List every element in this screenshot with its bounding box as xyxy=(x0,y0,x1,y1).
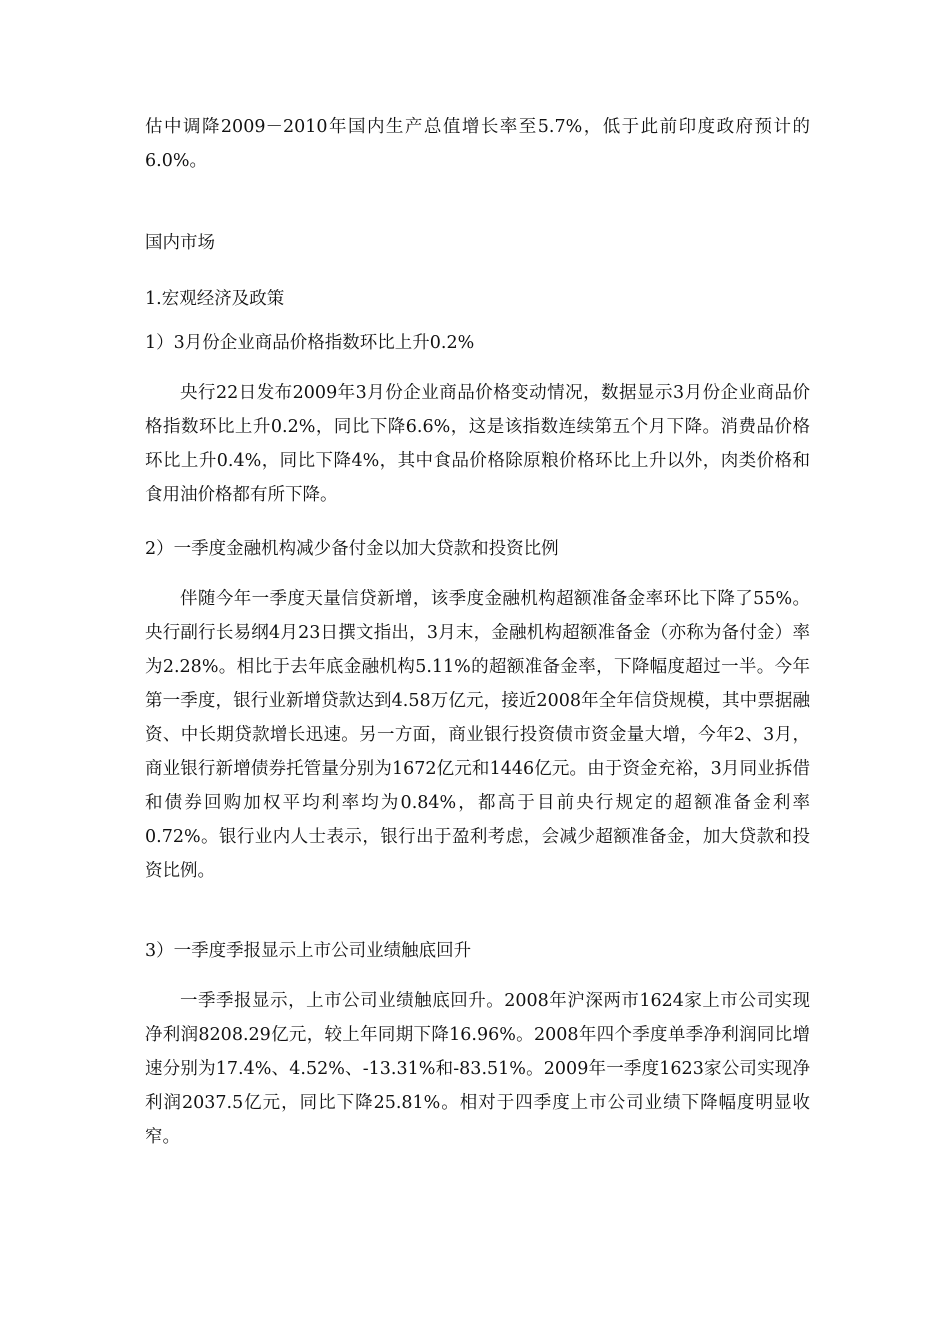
section-title: 国内市场 xyxy=(145,233,215,253)
item-1-body: 央行22日发布2009年3月份企业商品价格变动情况，数据显示3月份企业商品价格指数环比上升0.2%，同比下降6.6%，这是该指数连续第五个月下降。消费品价格环比上升0.4%，同比下降4%，其中食品价格除原粮价格环比上升以外，肉类价格和食用油价格都有所下降。 xyxy=(145,383,810,505)
item-1-heading: 1）3月份企业商品价格指数环比上升0.2% xyxy=(145,333,475,353)
subsection-title: 1.宏观经济及政策 xyxy=(145,289,285,309)
item-3-heading: 3）一季度季报显示上市公司业绩触底回升 xyxy=(145,941,472,961)
intro-paragraph: 估中调降2009－2010年国内生产总值增长率至5.7%，低于此前印度政府预计的6.0%。 xyxy=(145,117,810,171)
item-3-body: 一季季报显示，上市公司业绩触底回升。2008年沪深两市1624家上市公司实现净利润8208.29亿元，较上年同期下降16.96%。2008年四个季度单季净利润同比增速分别为17.4%、4.52%、-13.31%和-83.51%。2009年一季度1623家公司实现净利润2037.5亿元，同比下降25.81%。相对于四季度上市公司业绩下降幅度明显收窄。 xyxy=(145,991,810,1147)
item-2-heading: 2）一季度金融机构减少备付金以加大贷款和投资比例 xyxy=(145,539,559,559)
item-2-body: 伴随今年一季度天量信贷新增，该季度金融机构超额准备金率环比下降了55%。央行副行长易纲4月23日撰文指出，3月末，金融机构超额准备金（亦称为备付金）率为2.28%。相比于去年底金融机构5.11%的超额准备金率，下降幅度超过一半。今年第一季度，银行业新增贷款达到4.58万亿元，接近2008年全年信贷规模，其中票据融资、中长期贷款增长迅速。另一方面，商业银行投资债市资金量大增，今年2、3月，商业银行新增债券托管量分别为1672亿元和1446亿元。由于资金充裕，3月同业拆借和债券回购加权平均利率均为0.84%，都高于目前央行规定的超额准备金利率0.72%。银行业内人士表示，银行出于盈利考虑，会减少超额准备金，加大贷款和投资比例。 xyxy=(145,589,810,881)
